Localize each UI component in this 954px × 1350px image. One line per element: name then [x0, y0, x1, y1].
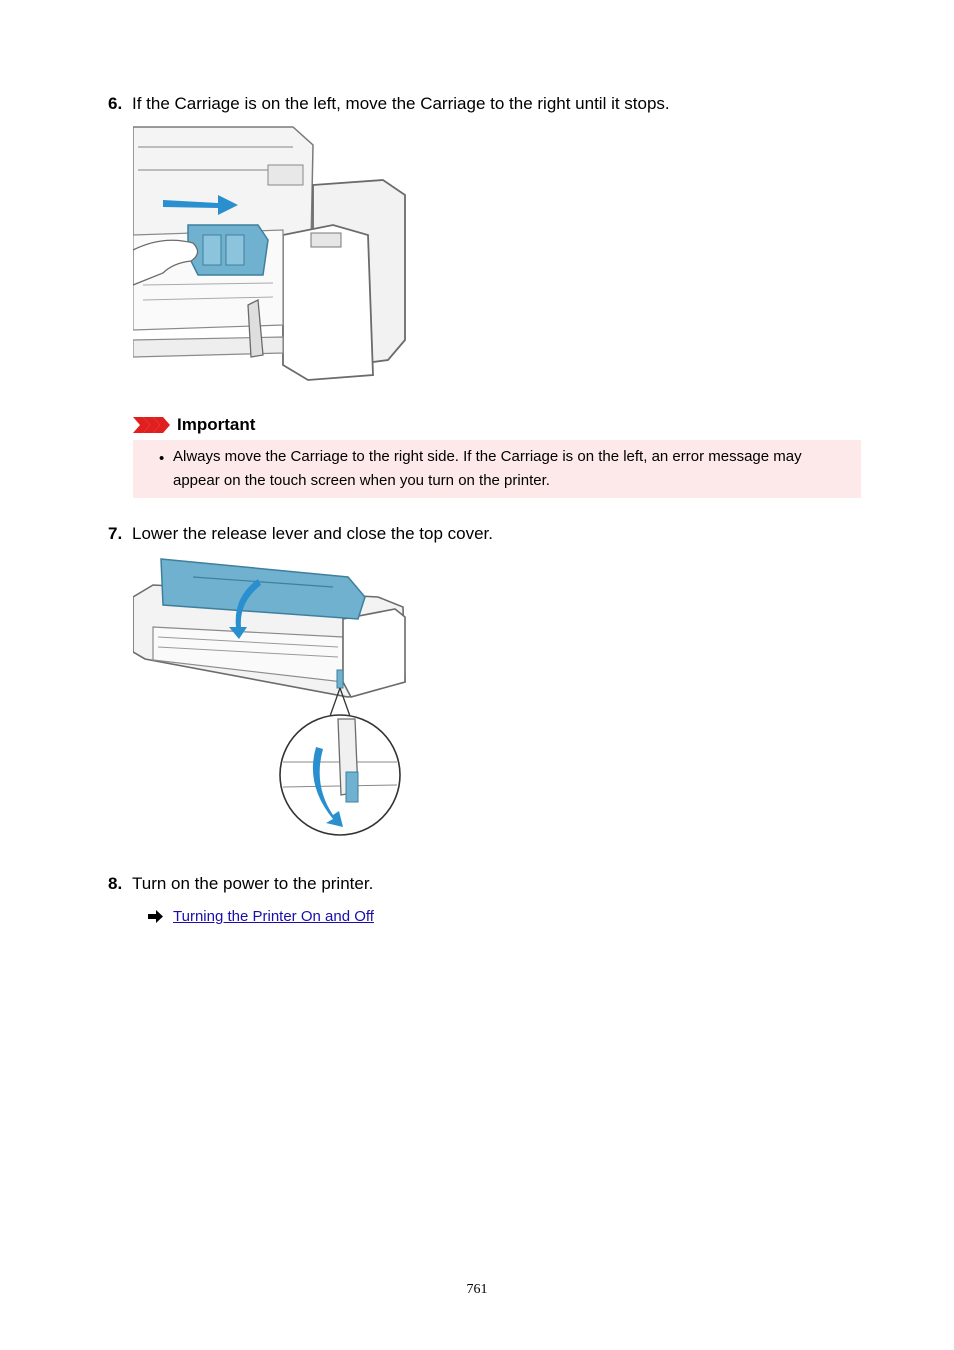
step-8	[108, 874, 373, 894]
important-title: Important	[177, 415, 256, 434]
step-number: 7.	[108, 524, 123, 543]
step-7	[108, 524, 493, 544]
important-box	[133, 440, 861, 498]
close-cover-illustration	[133, 557, 406, 840]
important-header	[133, 414, 255, 436]
bullet: •	[159, 450, 165, 467]
step-text: Turn on the power to the printer.	[132, 874, 374, 893]
carriage-illustration	[133, 125, 408, 393]
step-text: If the Carriage is on the left, move the Carriage to the right until it stops.	[132, 94, 670, 113]
important-text: Always move the Carriage to the right side. If the Carriage is on the left, an error message may appear on the touch screen when you turn on the printer.	[173, 448, 802, 489]
arrow-right-icon	[148, 910, 163, 923]
turning-printer-on-off-link[interactable]: Turning the Printer On and Off	[173, 908, 374, 925]
important-icon	[133, 416, 171, 434]
related-link-row	[148, 908, 374, 925]
step-6	[108, 94, 670, 114]
page-number: 761	[466, 1282, 488, 1297]
step-number: 6.	[108, 94, 123, 113]
step-text: Lower the release lever and close the top cover.	[132, 524, 493, 543]
step-number: 8.	[108, 874, 123, 893]
